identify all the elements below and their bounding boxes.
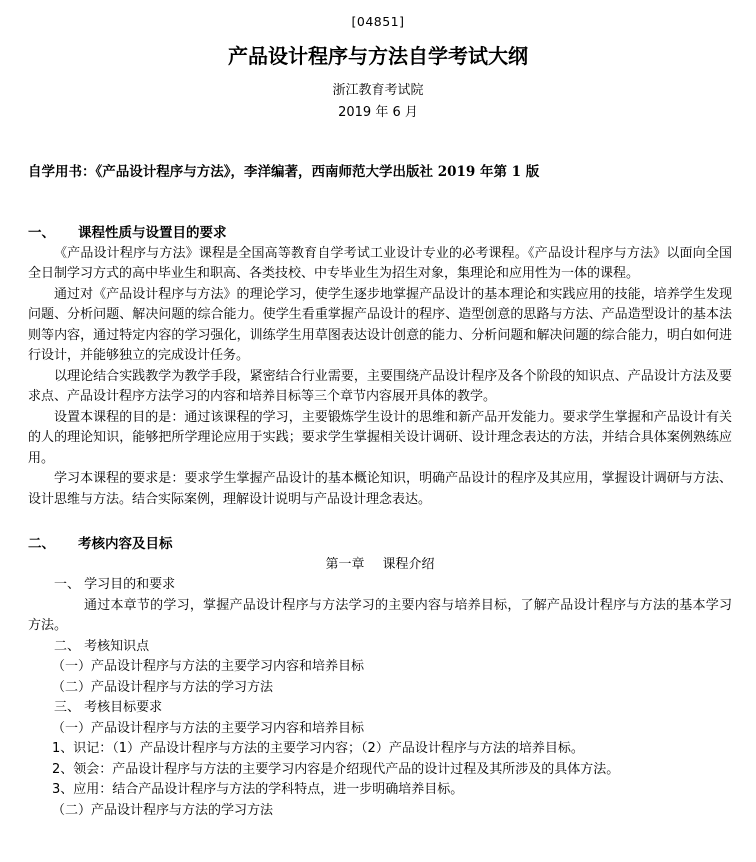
issue-date: 2019 年 6 月 <box>338 105 418 120</box>
section-title: 课程性质与设置目的要求 <box>78 225 227 241</box>
list-item: （一）产品设计程序与方法的主要学习内容和培养目标 <box>52 659 365 674</box>
list-item: 一、 学习目的和要求 <box>54 577 176 592</box>
chapter-heading <box>28 555 732 576</box>
list-item: （二）产品设计程序与方法的学习方法 <box>52 802 274 818</box>
paragraph: 通过对《产品设计程序与方法》的理论学习，使学生逐步地掌握产品设计的基本理论和实践应用的技能，培养学生发现问题、分析问题、解决问题的综合能力。使学生看重掌握产品设计的程序、造型创意的思路与方法、产品造型设计的基本法则等内容，通过特定内容的学习强化，训练学生用草图表达设计创意的能力、分析问题和解决问题的综合能力，明白如何进行设计，并能够独立的完成设计任务。 <box>28 286 732 363</box>
section-number: 一、 <box>28 225 55 241</box>
issuing-organization: 浙江教育考试院 <box>332 83 424 98</box>
paragraph: 以理论结合实践教学为教学手段，紧密结合行业需要，主要围绕产品设计程序及各个阶段的知识点、产品设计方法及要求点、产品设计程序方法学习的内容和培养目标等三个章节内容展开具体的教学。 <box>28 368 732 404</box>
section-course-nature <box>28 223 732 510</box>
course-code: [04851] <box>351 14 405 29</box>
section-heading <box>28 534 732 555</box>
section-heading <box>28 223 732 244</box>
list-item: 三、 考核目标要求 <box>54 700 163 715</box>
list-item: 1、识记：（1）产品设计程序与方法的主要学习内容；（2）产品设计程序与方法的培养目标。 <box>52 741 584 756</box>
chapter-number: 第一章 <box>325 556 365 572</box>
paragraph: 学习本课程的要求是：要求学生掌握产品设计的基本概论知识，明确产品设计的程序及其应用，掌握设计调研与方法、设计思维与方法。结合实际案例，理解设计说明与产品设计理念表达。 <box>28 471 732 507</box>
section-title: 考核内容及目标 <box>78 536 173 552</box>
section-assessment <box>28 534 732 821</box>
list-item: 3、应用：结合产品设计程序与方法的学科特点，进一步明确培养目标。 <box>52 782 464 797</box>
list-item: （一）产品设计程序与方法的主要学习内容和培养目标 <box>52 720 365 736</box>
paragraph: 设置本课程的目的是：通过该课程的学习，主要锻炼学生设计的思维和新产品开发能力。要求学生掌握和产品设计有关的人的理论知识，能够把所学理论应用于实践；要求学生掌握相关设计调研、设计理念表达的方法，并结合具体案例熟练应用。 <box>28 409 732 466</box>
document-title: 产品设计程序与方法自学考试大纲 <box>228 44 528 68</box>
paragraph: 通过本章节的学习，掌握产品设计程序与方法学习的主要内容与培养目标，了解产品设计程序与方法的基本学习方法。 <box>28 597 732 633</box>
textbook-line: 自学用书：《产品设计程序与方法》，李洋编著，西南师范大学出版社 2019 年第 1 版 <box>28 164 540 180</box>
list-item: 2、领会：产品设计程序与方法的主要学习内容是介绍现代产品的设计过程及其所涉及的具体方法。 <box>52 761 620 777</box>
list-item: 二、 考核知识点 <box>54 638 150 654</box>
paragraph: 《产品设计程序与方法》课程是全国高等教育自学考试工业设计专业的必考课程。《产品设计程序与方法》以面向全国全日制学习方式的高中毕业生和职高、各类技校、中专毕业生为招生对象，集理论和应用性为一体的课程。 <box>28 245 732 281</box>
section-number: 二、 <box>28 536 55 552</box>
chapter-title: 课程介绍 <box>382 556 435 572</box>
list-item: （二）产品设计程序与方法的学习方法 <box>52 679 274 695</box>
